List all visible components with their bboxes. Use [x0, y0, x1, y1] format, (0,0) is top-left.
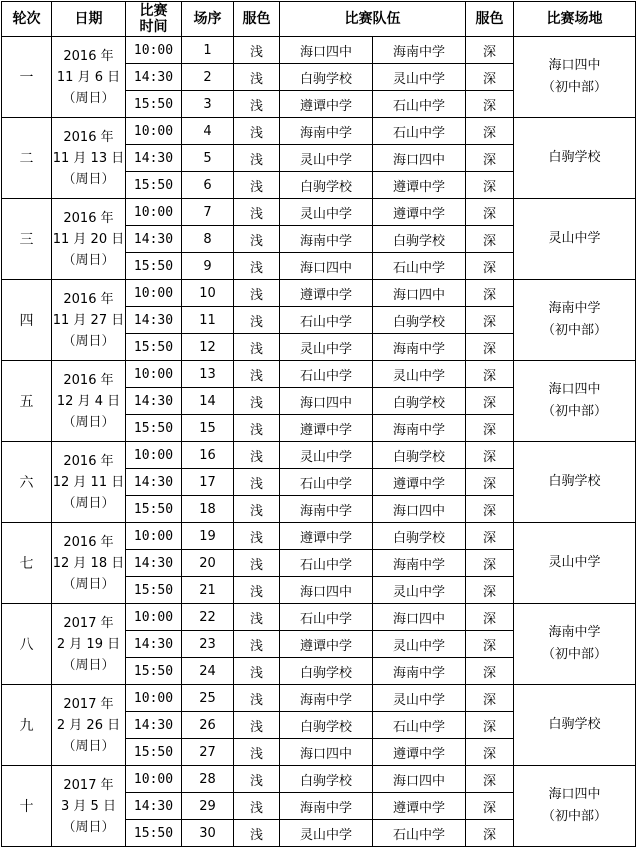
match-time: 10:00 — [126, 37, 182, 64]
match-row — [2, 37, 636, 64]
date-line: （周日） — [62, 171, 115, 187]
away-team: 灵山中学 — [373, 631, 466, 658]
round-venue — [514, 685, 636, 766]
header-row — [2, 2, 636, 37]
away-team: 石山中学 — [373, 820, 466, 847]
venue-line: （初中部） — [541, 647, 607, 662]
date-line: 11 月 27 日 — [52, 312, 125, 328]
match-row — [2, 280, 636, 307]
away-team: 海口四中 — [373, 496, 466, 523]
away-team: 海口四中 — [373, 280, 466, 307]
venue-line: 白驹学校 — [548, 474, 601, 489]
date-line: （周日） — [62, 333, 115, 349]
away-team: 海南中学 — [373, 658, 466, 685]
date-line: 2017 年 — [63, 696, 114, 712]
home-jersey-color: 浅 — [234, 739, 280, 766]
match-time: 10:00 — [126, 442, 182, 469]
home-team: 白驹学校 — [280, 64, 373, 91]
away-jersey-color: 深 — [466, 496, 514, 523]
round-date — [52, 280, 126, 361]
away-team: 石山中学 — [373, 712, 466, 739]
away-jersey-color: 深 — [466, 118, 514, 145]
date-line: （周日） — [62, 414, 115, 430]
home-team: 灵山中学 — [280, 334, 373, 361]
home-jersey-color: 浅 — [234, 577, 280, 604]
home-jersey-color: 浅 — [234, 280, 280, 307]
home-jersey-color: 浅 — [234, 172, 280, 199]
match-row — [2, 766, 636, 793]
round-label: 四 — [2, 280, 52, 361]
home-jersey-color: 浅 — [234, 469, 280, 496]
round-date — [52, 685, 126, 766]
away-jersey-color: 深 — [466, 415, 514, 442]
match-number: 28 — [182, 766, 234, 793]
home-team: 遵谭中学 — [280, 631, 373, 658]
venue-line: （初中部） — [541, 809, 607, 824]
match-number: 6 — [182, 172, 234, 199]
match-number: 7 — [182, 199, 234, 226]
venue-line: 海口四中 — [548, 58, 601, 73]
date-line: 2016 年 — [63, 210, 114, 226]
match-number: 4 — [182, 118, 234, 145]
away-team: 海口四中 — [373, 145, 466, 172]
home-jersey-color: 浅 — [234, 550, 280, 577]
match-number: 3 — [182, 91, 234, 118]
match-time: 14:30 — [126, 550, 182, 577]
home-jersey-color: 浅 — [234, 37, 280, 64]
home-jersey-color: 浅 — [234, 145, 280, 172]
date-line: 11 月 6 日 — [56, 69, 121, 85]
match-number: 26 — [182, 712, 234, 739]
away-jersey-color: 深 — [466, 37, 514, 64]
away-team: 海南中学 — [373, 415, 466, 442]
match-time: 10:00 — [126, 280, 182, 307]
match-number: 27 — [182, 739, 234, 766]
header-date: 日期 — [52, 2, 126, 37]
match-time: 10:00 — [126, 199, 182, 226]
header-match-no: 场序 — [182, 2, 234, 37]
match-time: 15:50 — [126, 415, 182, 442]
date-line: 2 月 19 日 — [56, 636, 121, 652]
round-venue — [514, 766, 636, 847]
home-team: 海南中学 — [280, 793, 373, 820]
match-number: 12 — [182, 334, 234, 361]
away-jersey-color: 深 — [466, 307, 514, 334]
header-venue: 比赛场地 — [514, 2, 636, 37]
round-venue — [514, 37, 636, 118]
home-jersey-color: 浅 — [234, 820, 280, 847]
date-line: 12 月 18 日 — [52, 555, 125, 571]
home-jersey-color: 浅 — [234, 793, 280, 820]
header-round: 轮次 — [2, 2, 52, 37]
away-team: 遵谭中学 — [373, 739, 466, 766]
round-date — [52, 37, 126, 118]
away-jersey-color: 深 — [466, 388, 514, 415]
round-label: 七 — [2, 523, 52, 604]
match-number: 10 — [182, 280, 234, 307]
date-line: （周日） — [62, 252, 115, 268]
away-jersey-color: 深 — [466, 631, 514, 658]
home-jersey-color: 浅 — [234, 658, 280, 685]
match-time: 14:30 — [126, 793, 182, 820]
home-team: 海口四中 — [280, 37, 373, 64]
date-line: 2017 年 — [63, 615, 114, 631]
round-date — [52, 604, 126, 685]
home-team: 石山中学 — [280, 604, 373, 631]
match-row — [2, 442, 636, 469]
home-jersey-color: 浅 — [234, 712, 280, 739]
away-team: 海南中学 — [373, 37, 466, 64]
round-label: 九 — [2, 685, 52, 766]
away-team: 遵谭中学 — [373, 199, 466, 226]
away-team: 灵山中学 — [373, 577, 466, 604]
away-team: 白驹学校 — [373, 388, 466, 415]
away-team: 灵山中学 — [373, 361, 466, 388]
match-time: 15:50 — [126, 91, 182, 118]
match-time: 15:50 — [126, 172, 182, 199]
round-date — [52, 361, 126, 442]
date-line: 2 月 26 日 — [56, 717, 121, 733]
round-venue — [514, 442, 636, 523]
away-team: 海口四中 — [373, 766, 466, 793]
home-team: 海南中学 — [280, 685, 373, 712]
round-venue — [514, 199, 636, 280]
away-team: 石山中学 — [373, 253, 466, 280]
away-jersey-color: 深 — [466, 658, 514, 685]
home-jersey-color: 浅 — [234, 91, 280, 118]
match-row — [2, 604, 636, 631]
away-team: 海南中学 — [373, 550, 466, 577]
away-jersey-color: 深 — [466, 550, 514, 577]
venue-line: 海南中学 — [548, 625, 601, 640]
away-team: 白驹学校 — [373, 226, 466, 253]
away-jersey-color: 深 — [466, 172, 514, 199]
round-venue — [514, 361, 636, 442]
away-jersey-color: 深 — [466, 226, 514, 253]
match-row — [2, 361, 636, 388]
away-team: 白驹学校 — [373, 523, 466, 550]
away-jersey-color: 深 — [466, 91, 514, 118]
match-time: 10:00 — [126, 766, 182, 793]
match-number: 21 — [182, 577, 234, 604]
header-jersey-home: 服色 — [234, 2, 280, 37]
match-number: 5 — [182, 145, 234, 172]
away-team: 白驹学校 — [373, 442, 466, 469]
match-number: 2 — [182, 64, 234, 91]
home-team: 遵谭中学 — [280, 91, 373, 118]
home-team: 海南中学 — [280, 226, 373, 253]
round-label: 五 — [2, 361, 52, 442]
match-number: 25 — [182, 685, 234, 712]
away-jersey-color: 深 — [466, 523, 514, 550]
match-number: 23 — [182, 631, 234, 658]
home-jersey-color: 浅 — [234, 631, 280, 658]
match-time: 10:00 — [126, 523, 182, 550]
home-jersey-color: 浅 — [234, 766, 280, 793]
home-jersey-color: 浅 — [234, 253, 280, 280]
match-number: 22 — [182, 604, 234, 631]
home-jersey-color: 浅 — [234, 604, 280, 631]
match-number: 29 — [182, 793, 234, 820]
date-line: 3 月 5 日 — [61, 798, 116, 814]
match-time: 14:30 — [126, 631, 182, 658]
date-line: 12 月 11 日 — [52, 474, 125, 490]
home-team: 海南中学 — [280, 118, 373, 145]
away-jersey-color: 深 — [466, 334, 514, 361]
away-team: 灵山中学 — [373, 685, 466, 712]
match-number: 24 — [182, 658, 234, 685]
home-jersey-color: 浅 — [234, 523, 280, 550]
home-jersey-color: 浅 — [234, 442, 280, 469]
match-time: 10:00 — [126, 118, 182, 145]
date-line: 11 月 13 日 — [52, 150, 125, 166]
away-jersey-color: 深 — [466, 253, 514, 280]
home-team: 遵谭中学 — [280, 415, 373, 442]
away-jersey-color: 深 — [466, 604, 514, 631]
match-time: 15:50 — [126, 334, 182, 361]
match-row — [2, 523, 636, 550]
round-label: 三 — [2, 199, 52, 280]
match-time: 14:30 — [126, 145, 182, 172]
match-time: 15:50 — [126, 577, 182, 604]
home-jersey-color: 浅 — [234, 307, 280, 334]
away-jersey-color: 深 — [466, 361, 514, 388]
round-date — [52, 442, 126, 523]
home-team: 遵谭中学 — [280, 280, 373, 307]
date-line: 2016 年 — [63, 129, 114, 145]
home-team: 石山中学 — [280, 361, 373, 388]
date-line: （周日） — [62, 819, 115, 835]
match-number: 17 — [182, 469, 234, 496]
round-date — [52, 766, 126, 847]
away-jersey-color: 深 — [466, 577, 514, 604]
date-line: 2017 年 — [63, 777, 114, 793]
match-number: 15 — [182, 415, 234, 442]
home-team: 灵山中学 — [280, 199, 373, 226]
home-jersey-color: 浅 — [234, 361, 280, 388]
header-time — [126, 2, 182, 37]
match-time: 10:00 — [126, 361, 182, 388]
away-team: 遵谭中学 — [373, 793, 466, 820]
date-line: （周日） — [62, 738, 115, 754]
home-team: 海口四中 — [280, 388, 373, 415]
home-jersey-color: 浅 — [234, 415, 280, 442]
home-team: 白驹学校 — [280, 172, 373, 199]
away-jersey-color: 深 — [466, 766, 514, 793]
match-time: 10:00 — [126, 685, 182, 712]
venue-line: 海口四中 — [548, 382, 601, 397]
match-number: 16 — [182, 442, 234, 469]
away-jersey-color: 深 — [466, 820, 514, 847]
away-jersey-color: 深 — [466, 739, 514, 766]
round-venue — [514, 118, 636, 199]
home-jersey-color: 浅 — [234, 496, 280, 523]
match-time: 15:50 — [126, 658, 182, 685]
match-time: 15:50 — [126, 496, 182, 523]
venue-line: 白驹学校 — [548, 150, 601, 165]
away-team: 海口四中 — [373, 604, 466, 631]
date-line: 2016 年 — [63, 372, 114, 388]
date-line: 2016 年 — [63, 534, 114, 550]
date-line: （周日） — [62, 657, 115, 673]
match-time: 14:30 — [126, 64, 182, 91]
schedule-table — [1, 1, 636, 847]
away-team: 海南中学 — [373, 334, 466, 361]
home-team: 海口四中 — [280, 739, 373, 766]
away-jersey-color: 深 — [466, 280, 514, 307]
match-time: 14:30 — [126, 226, 182, 253]
date-line: 2016 年 — [63, 453, 114, 469]
away-team: 石山中学 — [373, 91, 466, 118]
round-date — [52, 523, 126, 604]
round-label: 一 — [2, 37, 52, 118]
home-team: 灵山中学 — [280, 442, 373, 469]
away-team: 遵谭中学 — [373, 172, 466, 199]
home-team: 海南中学 — [280, 496, 373, 523]
venue-line: 海口四中 — [548, 787, 601, 802]
venue-line: 白驹学校 — [548, 717, 601, 732]
header-time-line1: 比赛 — [139, 3, 168, 19]
away-jersey-color: 深 — [466, 442, 514, 469]
date-line: 11 月 20 日 — [52, 231, 125, 247]
match-time: 14:30 — [126, 307, 182, 334]
round-date — [52, 118, 126, 199]
match-time: 15:50 — [126, 739, 182, 766]
round-date — [52, 199, 126, 280]
home-team: 石山中学 — [280, 307, 373, 334]
home-team: 灵山中学 — [280, 145, 373, 172]
match-number: 30 — [182, 820, 234, 847]
away-jersey-color: 深 — [466, 712, 514, 739]
match-time: 15:50 — [126, 820, 182, 847]
home-jersey-color: 浅 — [234, 199, 280, 226]
match-number: 14 — [182, 388, 234, 415]
home-team: 石山中学 — [280, 550, 373, 577]
match-time: 14:30 — [126, 469, 182, 496]
away-jersey-color: 深 — [466, 199, 514, 226]
venue-line: 海南中学 — [548, 301, 601, 316]
match-number: 8 — [182, 226, 234, 253]
date-line: （周日） — [62, 576, 115, 592]
away-team: 石山中学 — [373, 118, 466, 145]
venue-line: 灵山中学 — [548, 231, 601, 246]
match-number: 9 — [182, 253, 234, 280]
header-teams: 比赛队伍 — [280, 2, 466, 37]
date-line: （周日） — [62, 90, 115, 106]
date-line: （周日） — [62, 495, 115, 511]
home-team: 遵谭中学 — [280, 523, 373, 550]
home-jersey-color: 浅 — [234, 388, 280, 415]
round-venue — [514, 604, 636, 685]
away-jersey-color: 深 — [466, 469, 514, 496]
home-team: 白驹学校 — [280, 766, 373, 793]
away-jersey-color: 深 — [466, 64, 514, 91]
away-jersey-color: 深 — [466, 793, 514, 820]
match-number: 20 — [182, 550, 234, 577]
match-row — [2, 199, 636, 226]
round-label: 十 — [2, 766, 52, 847]
away-jersey-color: 深 — [466, 145, 514, 172]
schedule-body — [2, 37, 636, 847]
away-team: 灵山中学 — [373, 64, 466, 91]
venue-line: （初中部） — [541, 80, 607, 95]
home-jersey-color: 浅 — [234, 64, 280, 91]
header-jersey-away: 服色 — [466, 2, 514, 37]
home-team: 石山中学 — [280, 469, 373, 496]
match-number: 19 — [182, 523, 234, 550]
venue-line: （初中部） — [541, 323, 607, 338]
away-jersey-color: 深 — [466, 685, 514, 712]
round-venue — [514, 280, 636, 361]
home-jersey-color: 浅 — [234, 685, 280, 712]
away-team: 白驹学校 — [373, 307, 466, 334]
home-jersey-color: 浅 — [234, 334, 280, 361]
home-team: 白驹学校 — [280, 712, 373, 739]
match-time: 15:50 — [126, 253, 182, 280]
match-number: 1 — [182, 37, 234, 64]
venue-line: 灵山中学 — [548, 555, 601, 570]
date-line: 12 月 4 日 — [56, 393, 121, 409]
match-time: 14:30 — [126, 388, 182, 415]
round-venue — [514, 523, 636, 604]
match-number: 18 — [182, 496, 234, 523]
home-jersey-color: 浅 — [234, 118, 280, 145]
home-jersey-color: 浅 — [234, 226, 280, 253]
date-line: 2016 年 — [63, 48, 114, 64]
match-time: 10:00 — [126, 604, 182, 631]
away-team: 遵谭中学 — [373, 469, 466, 496]
home-team: 海口四中 — [280, 253, 373, 280]
match-row — [2, 118, 636, 145]
match-row — [2, 685, 636, 712]
round-label: 八 — [2, 604, 52, 685]
date-line: 2016 年 — [63, 291, 114, 307]
home-team: 海口四中 — [280, 577, 373, 604]
header-time-line2: 时间 — [139, 19, 168, 35]
venue-line: （初中部） — [541, 404, 607, 419]
match-time: 14:30 — [126, 712, 182, 739]
round-label: 二 — [2, 118, 52, 199]
match-number: 13 — [182, 361, 234, 388]
match-number: 11 — [182, 307, 234, 334]
home-team: 白驹学校 — [280, 658, 373, 685]
round-label: 六 — [2, 442, 52, 523]
home-team: 灵山中学 — [280, 820, 373, 847]
